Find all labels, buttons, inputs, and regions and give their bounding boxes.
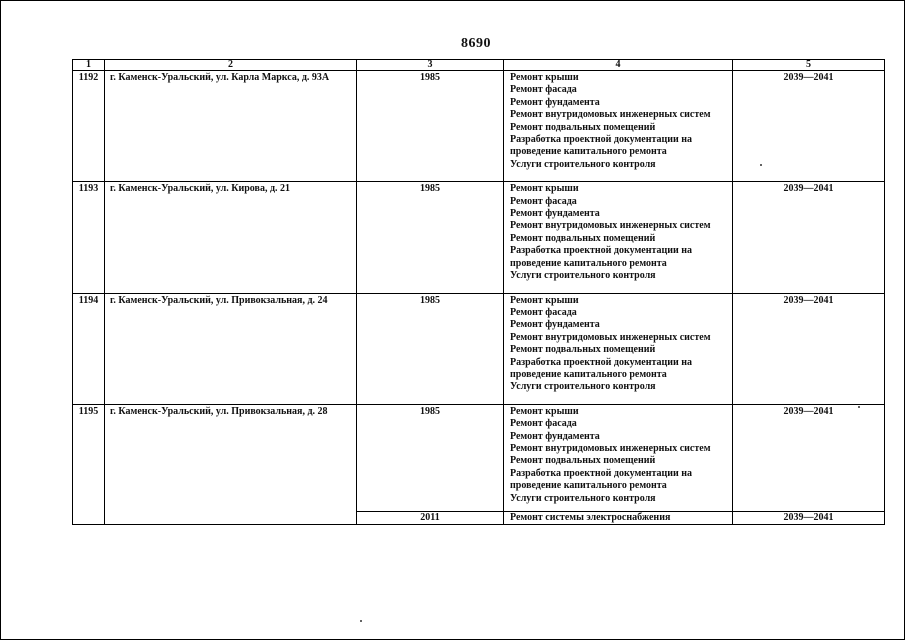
row-year: 1985 bbox=[357, 71, 504, 182]
work-item: Ремонт подвальных помещений bbox=[510, 232, 656, 244]
row-period: 2039—2041 bbox=[733, 182, 885, 293]
row-works bbox=[504, 71, 733, 182]
subrow-year: 2011 bbox=[357, 512, 504, 525]
work-item: Разработка проектной документации на bbox=[510, 356, 693, 368]
work-item: Ремонт фасада bbox=[510, 84, 577, 96]
work-item: Ремонт крыши bbox=[510, 183, 579, 195]
row-number: 1192 bbox=[73, 71, 105, 182]
work-item: Ремонт внутридомовых инженерных систем bbox=[510, 220, 711, 232]
row-number: 1195 bbox=[73, 404, 105, 525]
work-item: проведение капитального ремонта bbox=[510, 480, 667, 492]
header-col-1: 1 bbox=[73, 60, 105, 71]
header-col-4: 4 bbox=[504, 60, 733, 71]
work-item: Ремонт крыши bbox=[510, 72, 579, 83]
row-number: 1194 bbox=[73, 293, 105, 404]
row-year: 1985 bbox=[357, 404, 504, 511]
work-item: Разработка проектной документации на bbox=[510, 467, 693, 479]
table-row bbox=[73, 404, 885, 511]
work-item: проведение капитального ремонта bbox=[510, 368, 667, 380]
work-item: Ремонт фасада bbox=[510, 418, 577, 430]
row-works bbox=[504, 404, 733, 511]
work-item: Разработка проектной документации на bbox=[510, 134, 693, 146]
work-item: Ремонт подвальных помещений bbox=[510, 121, 656, 133]
row-works bbox=[504, 182, 733, 293]
row-works bbox=[504, 293, 733, 404]
row-address: г. Каменск-Уральский, ул. Привокзальная, д. 24 bbox=[105, 293, 357, 404]
header-col-5: 5 bbox=[733, 60, 885, 71]
work-item: Ремонт подвальных помещений bbox=[510, 455, 656, 467]
subrow-period: 2039—2041 bbox=[733, 512, 885, 525]
work-item: Ремонт фундамента bbox=[510, 96, 600, 108]
work-item: Услуги строительного контроля bbox=[510, 492, 656, 504]
work-item: Ремонт подвальных помещений bbox=[510, 344, 656, 356]
work-item: Ремонт внутридомовых инженерных систем bbox=[510, 442, 711, 454]
header-row bbox=[73, 60, 885, 71]
row-address: г. Каменск-Уральский, ул. Кирова, д. 21 bbox=[105, 182, 357, 293]
subrow-work: Ремонт системы электроснабжения bbox=[504, 512, 733, 525]
row-period: 2039—2041 bbox=[733, 71, 885, 182]
work-item: Ремонт фундамента bbox=[510, 430, 600, 442]
work-item: Ремонт внутридомовых инженерных систем bbox=[510, 331, 711, 343]
work-item: Ремонт фасада bbox=[510, 195, 577, 207]
work-item: Ремонт фундамента bbox=[510, 319, 600, 331]
table-row bbox=[73, 182, 885, 293]
table-row bbox=[73, 71, 885, 182]
work-item: Разработка проектной документации на bbox=[510, 245, 693, 257]
work-item: Ремонт крыши bbox=[510, 405, 579, 417]
work-item: Услуги строительного контроля bbox=[510, 270, 656, 282]
scan-speck bbox=[360, 620, 362, 622]
scan-speck bbox=[760, 164, 762, 166]
work-item: проведение капитального ремонта bbox=[510, 146, 667, 158]
work-item: Ремонт фасада bbox=[510, 306, 577, 318]
row-period: 2039—2041 bbox=[733, 293, 885, 404]
page-number: 8690 bbox=[461, 36, 491, 51]
header-col-3: 3 bbox=[357, 60, 504, 71]
row-year: 1985 bbox=[357, 182, 504, 293]
header-col-2: 2 bbox=[105, 60, 357, 71]
scan-speck bbox=[858, 406, 860, 408]
table-row bbox=[73, 293, 885, 404]
work-item: Услуги строительного контроля bbox=[510, 158, 656, 170]
work-item: проведение капитального ремонта bbox=[510, 257, 667, 269]
work-item: Услуги строительного контроля bbox=[510, 381, 656, 393]
row-address: г. Каменск-Уральский, ул. Привокзальная, д. 28 bbox=[105, 404, 357, 525]
work-item: Ремонт крыши bbox=[510, 294, 579, 306]
row-period: 2039—2041 bbox=[733, 404, 885, 511]
row-number: 1193 bbox=[73, 182, 105, 293]
row-year: 1985 bbox=[357, 293, 504, 404]
row-address: г. Каменск-Уральский, ул. Карла Маркса, д. 93А bbox=[105, 71, 357, 182]
work-item: Ремонт внутридомовых инженерных систем bbox=[510, 109, 711, 121]
work-item: Ремонт фундамента bbox=[510, 208, 600, 220]
capital-repair-table bbox=[72, 59, 885, 525]
